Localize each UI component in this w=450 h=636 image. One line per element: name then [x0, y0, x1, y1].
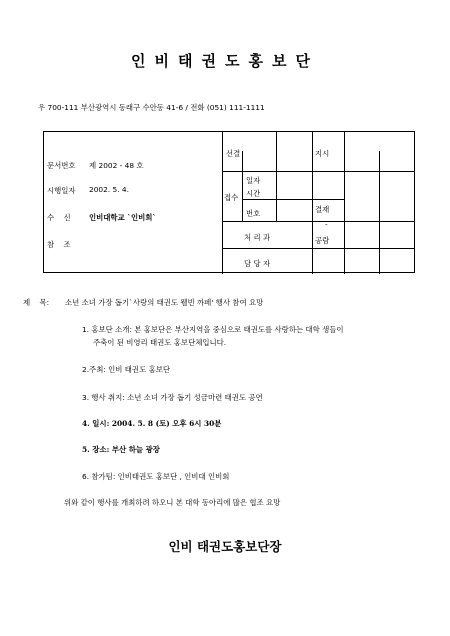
item-4: 4. 일시: 2004. 5. 8 (토) 오후 6시 30분	[82, 419, 222, 428]
doc-number-label: 문서번호	[47, 161, 76, 170]
recipient-value: 인비대학교 `인비회`	[89, 213, 157, 222]
approval-ilja: 일자	[246, 176, 261, 185]
subject-text: 소년 소녀 가장 돕기`사랑의 태권도 웰빈 까페' 행사 참여 요망	[65, 298, 264, 307]
subject-label: 제 목:	[23, 298, 50, 307]
date-label: 시행일자	[47, 186, 76, 195]
reference-label: 참 조	[47, 240, 71, 249]
item-1-line-2: 주축이 된 비영리 태권도 홍보단체입니다.	[93, 338, 227, 347]
approval-jeopsu: 접수	[224, 193, 239, 202]
item-1-line-1: 1. 홍보단 소개: 본 홍보단은 부산지역을 중심으로 태권도를 사랑하는 대학 생들이	[82, 325, 344, 334]
address-line: 우 700-111 부산광역시 동래구 수안동 41-6 / 전화 (051) 111-1111	[38, 103, 265, 112]
approval-gongram: 공람	[315, 236, 330, 245]
approval-beonho: 번호	[246, 209, 261, 218]
recipient-label: 수 신	[47, 213, 71, 222]
approval-box	[43, 131, 415, 273]
approval-sigan: 시간	[246, 189, 261, 198]
item-6: 6. 참가팀: 인비태권도 홍보단 , 인비대 인비회	[82, 472, 230, 481]
item-2: 2.주최: 인비 태권도 홍보단	[82, 365, 170, 374]
approval-gyeoljae: 결재	[315, 205, 330, 214]
item-3: 3. 행사 취지: 소년 소녀 가장 돕기 성금마련 태권도 공연	[82, 393, 263, 402]
approval-dash: -	[325, 220, 328, 229]
doc-number-value: 제 2002 - 48 호	[89, 161, 144, 170]
signature: 인비 태권도홍보단장	[168, 539, 282, 554]
approval-seongyeol: 선결	[226, 149, 241, 158]
item-5: 5. 장소: 부산 하늘 광장	[82, 445, 160, 454]
approval-jisi: 지시	[315, 149, 330, 158]
document-title: 인비태권도홍보단	[131, 52, 319, 70]
date-value: 2002. 5. 4.	[89, 185, 129, 194]
approval-damdangja: 담 당 자	[244, 259, 271, 268]
closing-text: 위와 같이 행사를 개최하려 하오니 본 대학 동아리에 많은 협조 요망	[64, 498, 281, 507]
approval-cheorigwa: 처 리 과	[244, 233, 271, 242]
